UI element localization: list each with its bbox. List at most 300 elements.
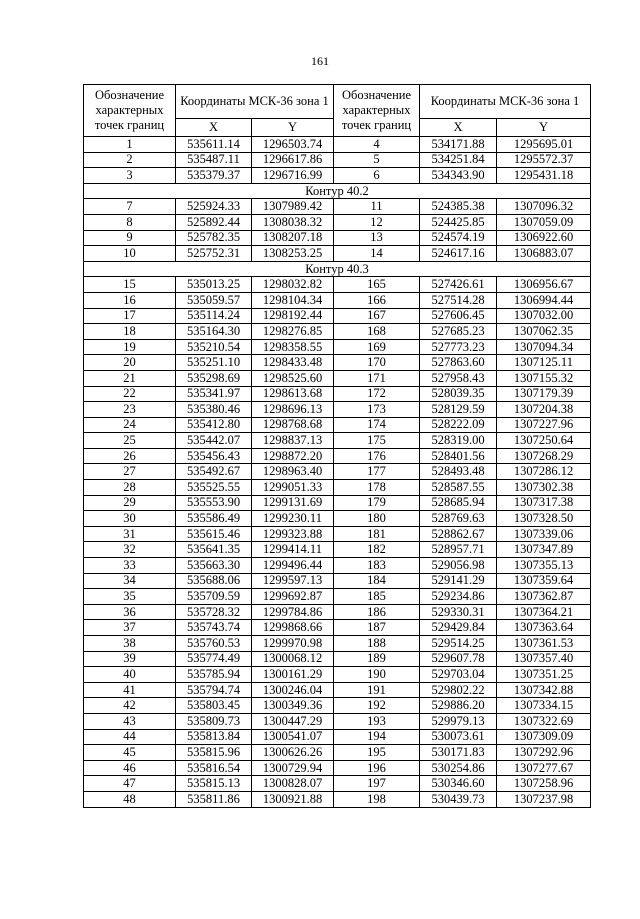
- cell-point-left: 28: [84, 480, 176, 496]
- cell-y-left: 1299414.11: [252, 542, 334, 558]
- cell-x-left: 535663.30: [176, 558, 252, 574]
- cell-y-right: 1307179.39: [497, 386, 591, 402]
- cell-x-left: 535059.57: [176, 292, 252, 308]
- cell-point-right: 191: [334, 682, 420, 698]
- table-row: [84, 791, 591, 807]
- cell-x-right: 529429.84: [420, 620, 497, 636]
- cell-y-left: 1298525.60: [252, 370, 334, 386]
- cell-x-left: 535114.24: [176, 308, 252, 324]
- table-row: [84, 745, 591, 761]
- cell-y-right: 1295431.18: [497, 168, 591, 184]
- cell-x-right: 530073.61: [420, 729, 497, 745]
- cell-point-right: 194: [334, 729, 420, 745]
- cell-point-left: 42: [84, 698, 176, 714]
- cell-y-left: 1296716.99: [252, 168, 334, 184]
- cell-point-left: 37: [84, 620, 176, 636]
- cell-y-right: 1307362.87: [497, 589, 591, 605]
- cell-y-left: 1298192.44: [252, 308, 334, 324]
- section-title: Контур 40.2: [84, 183, 591, 199]
- cell-x-left: 535013.25: [176, 277, 252, 293]
- cell-y-left: 1298358.55: [252, 339, 334, 355]
- cell-point-left: 27: [84, 464, 176, 480]
- cell-y-right: 1307094.34: [497, 339, 591, 355]
- cell-point-left: 35: [84, 589, 176, 605]
- table-row: [84, 370, 591, 386]
- cell-point-right: 167: [334, 308, 420, 324]
- cell-point-right: 176: [334, 448, 420, 464]
- table-body: [84, 137, 591, 808]
- cell-y-left: 1299868.66: [252, 620, 334, 636]
- table-row: [84, 558, 591, 574]
- cell-x-left: 535553.90: [176, 495, 252, 511]
- cell-x-right: 528039.35: [420, 386, 497, 402]
- cell-y-left: 1298696.13: [252, 402, 334, 418]
- cell-y-right: 1307357.40: [497, 651, 591, 667]
- cell-point-left: 18: [84, 324, 176, 340]
- cell-y-right: 1307062.35: [497, 324, 591, 340]
- cell-y-left: 1308038.32: [252, 214, 334, 230]
- cell-point-right: 187: [334, 620, 420, 636]
- cell-y-left: 1299692.87: [252, 589, 334, 605]
- cell-point-left: 34: [84, 573, 176, 589]
- cell-x-right: 524617.16: [420, 246, 497, 262]
- cell-x-left: 535728.32: [176, 604, 252, 620]
- header-designation-left: Обозначение характерных точек границ: [84, 85, 176, 137]
- cell-x-right: 530171.83: [420, 745, 497, 761]
- cell-x-right: 528222.09: [420, 417, 497, 433]
- cell-y-left: 1299496.44: [252, 558, 334, 574]
- table-row: [84, 511, 591, 527]
- cell-y-right: 1307237.98: [497, 791, 591, 807]
- cell-point-left: 40: [84, 667, 176, 683]
- cell-x-left: 535615.46: [176, 526, 252, 542]
- cell-point-left: 45: [84, 745, 176, 761]
- cell-point-left: 3: [84, 168, 176, 184]
- table-row: [84, 682, 591, 698]
- section-title-row: [84, 183, 591, 199]
- cell-y-right: 1307359.64: [497, 573, 591, 589]
- cell-x-right: 534343.90: [420, 168, 497, 184]
- table-row: [84, 604, 591, 620]
- table-row: [84, 292, 591, 308]
- cell-y-right: 1307347.89: [497, 542, 591, 558]
- cell-point-left: 22: [84, 386, 176, 402]
- cell-y-right: 1307277.67: [497, 760, 591, 776]
- header-y-left: Y: [252, 119, 334, 137]
- table-row: [84, 355, 591, 371]
- cell-point-left: 9: [84, 230, 176, 246]
- cell-x-left: 535492.67: [176, 464, 252, 480]
- cell-point-left: 20: [84, 355, 176, 371]
- cell-y-right: 1307351.25: [497, 667, 591, 683]
- cell-point-right: 182: [334, 542, 420, 558]
- cell-y-right: 1307342.88: [497, 682, 591, 698]
- cell-y-right: 1295695.01: [497, 137, 591, 153]
- cell-y-right: 1307032.00: [497, 308, 591, 324]
- cell-x-left: 535641.35: [176, 542, 252, 558]
- cell-y-left: 1300921.88: [252, 791, 334, 807]
- table-row: [84, 526, 591, 542]
- cell-y-left: 1298837.13: [252, 433, 334, 449]
- cell-point-left: 32: [84, 542, 176, 558]
- header-coords-left: Координаты МСК-36 зона 1: [176, 85, 334, 119]
- cell-y-right: 1307286.12: [497, 464, 591, 480]
- cell-y-left: 1298104.34: [252, 292, 334, 308]
- cell-point-right: 189: [334, 651, 420, 667]
- cell-y-right: 1307204.38: [497, 402, 591, 418]
- cell-x-left: 525892.44: [176, 214, 252, 230]
- cell-point-right: 183: [334, 558, 420, 574]
- cell-y-left: 1308253.25: [252, 246, 334, 262]
- cell-y-left: 1300626.26: [252, 745, 334, 761]
- cell-point-right: 195: [334, 745, 420, 761]
- cell-x-left: 535164.30: [176, 324, 252, 340]
- cell-y-right: 1307302.38: [497, 480, 591, 496]
- table-row: [84, 760, 591, 776]
- cell-point-left: 47: [84, 776, 176, 792]
- cell-point-left: 15: [84, 277, 176, 293]
- cell-y-right: 1307317.38: [497, 495, 591, 511]
- cell-y-left: 1307989.42: [252, 199, 334, 215]
- cell-x-left: 535379.37: [176, 168, 252, 184]
- cell-y-right: 1307227.96: [497, 417, 591, 433]
- cell-point-right: 197: [334, 776, 420, 792]
- cell-point-left: 38: [84, 636, 176, 652]
- cell-x-left: 535412.80: [176, 417, 252, 433]
- cell-y-right: 1307355.13: [497, 558, 591, 574]
- cell-x-right: 528401.56: [420, 448, 497, 464]
- cell-y-right: 1306994.44: [497, 292, 591, 308]
- table-row: [84, 152, 591, 168]
- cell-point-left: 21: [84, 370, 176, 386]
- table-row: [84, 542, 591, 558]
- cell-y-left: 1299323.88: [252, 526, 334, 542]
- cell-point-right: 174: [334, 417, 420, 433]
- cell-x-right: 528862.67: [420, 526, 497, 542]
- coordinates-table: [83, 84, 591, 808]
- cell-x-left: 535341.97: [176, 386, 252, 402]
- cell-point-left: 29: [84, 495, 176, 511]
- cell-point-left: 48: [84, 791, 176, 807]
- cell-point-left: 46: [84, 760, 176, 776]
- cell-point-right: 179: [334, 495, 420, 511]
- cell-point-left: 24: [84, 417, 176, 433]
- cell-point-right: 12: [334, 214, 420, 230]
- cell-y-right: 1307363.64: [497, 620, 591, 636]
- table-row: [84, 339, 591, 355]
- table-row: [84, 573, 591, 589]
- header-x-right: X: [420, 119, 497, 137]
- cell-y-left: 1298613.68: [252, 386, 334, 402]
- cell-point-right: 169: [334, 339, 420, 355]
- cell-y-left: 1300246.04: [252, 682, 334, 698]
- cell-x-left: 535785.94: [176, 667, 252, 683]
- cell-y-right: 1306883.07: [497, 246, 591, 262]
- cell-x-right: 528129.59: [420, 402, 497, 418]
- cell-x-left: 535774.49: [176, 651, 252, 667]
- cell-x-left: 535815.13: [176, 776, 252, 792]
- cell-point-left: 33: [84, 558, 176, 574]
- cell-y-right: 1306922.60: [497, 230, 591, 246]
- cell-y-left: 1299597.13: [252, 573, 334, 589]
- cell-y-left: 1300447.29: [252, 713, 334, 729]
- cell-x-right: 527773.23: [420, 339, 497, 355]
- cell-point-right: 190: [334, 667, 420, 683]
- cell-y-right: 1307125.11: [497, 355, 591, 371]
- cell-y-right: 1307322.69: [497, 713, 591, 729]
- cell-point-right: 196: [334, 760, 420, 776]
- cell-x-left: 535442.07: [176, 433, 252, 449]
- cell-x-right: 527426.61: [420, 277, 497, 293]
- cell-point-right: 165: [334, 277, 420, 293]
- cell-y-left: 1299131.69: [252, 495, 334, 511]
- cell-point-left: 44: [84, 729, 176, 745]
- cell-y-right: 1307328.50: [497, 511, 591, 527]
- table-row: [84, 713, 591, 729]
- cell-point-right: 180: [334, 511, 420, 527]
- table-row: [84, 324, 591, 340]
- table-row: [84, 214, 591, 230]
- cell-point-left: 39: [84, 651, 176, 667]
- cell-x-right: 528587.55: [420, 480, 497, 496]
- cell-point-left: 17: [84, 308, 176, 324]
- table-row: [84, 417, 591, 433]
- header-x-left: X: [176, 119, 252, 137]
- page-number: 161: [311, 54, 329, 68]
- cell-y-left: 1298276.85: [252, 324, 334, 340]
- cell-x-left: 535298.69: [176, 370, 252, 386]
- cell-x-right: 524385.38: [420, 199, 497, 215]
- cell-x-right: 527863.60: [420, 355, 497, 371]
- table-row: [84, 402, 591, 418]
- cell-point-left: 10: [84, 246, 176, 262]
- cell-y-left: 1299230.11: [252, 511, 334, 527]
- cell-point-left: 7: [84, 199, 176, 215]
- cell-x-left: 535813.84: [176, 729, 252, 745]
- cell-x-right: 528957.71: [420, 542, 497, 558]
- cell-point-right: 168: [334, 324, 420, 340]
- cell-y-left: 1298433.48: [252, 355, 334, 371]
- cell-point-right: 5: [334, 152, 420, 168]
- cell-point-left: 30: [84, 511, 176, 527]
- cell-x-left: 535709.59: [176, 589, 252, 605]
- cell-point-right: 175: [334, 433, 420, 449]
- table-row: [84, 464, 591, 480]
- cell-y-right: 1307155.32: [497, 370, 591, 386]
- cell-y-right: 1307250.64: [497, 433, 591, 449]
- cell-x-right: 524574.19: [420, 230, 497, 246]
- cell-point-right: 171: [334, 370, 420, 386]
- cell-x-left: 525752.31: [176, 246, 252, 262]
- table-row: [84, 651, 591, 667]
- cell-point-right: 6: [334, 168, 420, 184]
- header-designation-right: Обозначение характерных точек границ: [334, 85, 420, 137]
- cell-point-left: 36: [84, 604, 176, 620]
- cell-y-right: 1307268.29: [497, 448, 591, 464]
- cell-x-left: 535525.55: [176, 480, 252, 496]
- cell-point-right: 198: [334, 791, 420, 807]
- cell-x-right: 527685.23: [420, 324, 497, 340]
- table-row: [84, 776, 591, 792]
- cell-point-left: 19: [84, 339, 176, 355]
- cell-point-right: 188: [334, 636, 420, 652]
- cell-point-right: 4: [334, 137, 420, 153]
- cell-point-right: 178: [334, 480, 420, 496]
- cell-point-left: 31: [84, 526, 176, 542]
- cell-x-right: 528685.94: [420, 495, 497, 511]
- cell-x-left: 535760.53: [176, 636, 252, 652]
- table-row: [84, 308, 591, 324]
- cell-y-right: 1295572.37: [497, 152, 591, 168]
- table-row: [84, 480, 591, 496]
- cell-x-left: 535803.45: [176, 698, 252, 714]
- cell-y-right: 1307339.06: [497, 526, 591, 542]
- section-title-row: [84, 261, 591, 277]
- cell-point-left: 41: [84, 682, 176, 698]
- cell-y-right: 1307258.96: [497, 776, 591, 792]
- cell-x-left: 535794.74: [176, 682, 252, 698]
- cell-x-right: 529330.31: [420, 604, 497, 620]
- cell-x-left: 535611.14: [176, 137, 252, 153]
- cell-x-right: 529056.98: [420, 558, 497, 574]
- cell-point-right: 185: [334, 589, 420, 605]
- cell-y-left: 1298963.40: [252, 464, 334, 480]
- cell-y-left: 1296617.86: [252, 152, 334, 168]
- cell-point-right: 192: [334, 698, 420, 714]
- cell-y-left: 1299784.86: [252, 604, 334, 620]
- cell-x-right: 527958.43: [420, 370, 497, 386]
- table-row: [84, 230, 591, 246]
- cell-y-left: 1298872.20: [252, 448, 334, 464]
- table-row: [84, 620, 591, 636]
- cell-point-left: 8: [84, 214, 176, 230]
- cell-y-right: 1307096.32: [497, 199, 591, 215]
- cell-y-left: 1299051.33: [252, 480, 334, 496]
- cell-x-left: 525924.33: [176, 199, 252, 215]
- cell-x-left: 535380.46: [176, 402, 252, 418]
- cell-x-right: 529141.29: [420, 573, 497, 589]
- cell-point-left: 25: [84, 433, 176, 449]
- cell-x-left: 535210.54: [176, 339, 252, 355]
- cell-x-left: 535816.54: [176, 760, 252, 776]
- cell-x-right: 534251.84: [420, 152, 497, 168]
- cell-x-right: 530346.60: [420, 776, 497, 792]
- table-row: [84, 589, 591, 605]
- table-row: [84, 277, 591, 293]
- cell-x-right: 530439.73: [420, 791, 497, 807]
- cell-y-left: 1298032.82: [252, 277, 334, 293]
- cell-x-left: 535586.49: [176, 511, 252, 527]
- cell-point-right: 181: [334, 526, 420, 542]
- header-y-right: Y: [497, 119, 591, 137]
- cell-y-right: 1307364.21: [497, 604, 591, 620]
- cell-x-right: 529703.04: [420, 667, 497, 683]
- table-row: [84, 495, 591, 511]
- cell-x-right: 527514.28: [420, 292, 497, 308]
- cell-y-left: 1300729.94: [252, 760, 334, 776]
- cell-y-left: 1300828.07: [252, 776, 334, 792]
- cell-x-right: 528493.48: [420, 464, 497, 480]
- cell-x-right: 528319.00: [420, 433, 497, 449]
- table-row: [84, 386, 591, 402]
- table-row: [84, 199, 591, 215]
- cell-x-left: 535456.43: [176, 448, 252, 464]
- table-row: [84, 636, 591, 652]
- cell-point-left: 43: [84, 713, 176, 729]
- cell-point-right: 172: [334, 386, 420, 402]
- cell-y-right: 1307334.15: [497, 698, 591, 714]
- table-row: [84, 698, 591, 714]
- cell-y-left: 1300349.36: [252, 698, 334, 714]
- table-row: [84, 448, 591, 464]
- cell-x-left: 535743.74: [176, 620, 252, 636]
- cell-x-left: 535487.11: [176, 152, 252, 168]
- cell-x-left: 525782.35: [176, 230, 252, 246]
- cell-x-right: 530254.86: [420, 760, 497, 776]
- cell-point-right: 173: [334, 402, 420, 418]
- cell-y-left: 1296503.74: [252, 137, 334, 153]
- cell-y-right: 1307059.09: [497, 214, 591, 230]
- cell-point-left: 23: [84, 402, 176, 418]
- cell-point-left: 16: [84, 292, 176, 308]
- cell-point-left: 1: [84, 137, 176, 153]
- cell-y-left: 1299970.98: [252, 636, 334, 652]
- cell-point-right: 177: [334, 464, 420, 480]
- section-title: Контур 40.3: [84, 261, 591, 277]
- cell-x-right: 528769.63: [420, 511, 497, 527]
- cell-point-right: 186: [334, 604, 420, 620]
- table-row: [84, 667, 591, 683]
- cell-y-left: 1300161.29: [252, 667, 334, 683]
- cell-x-right: 534171.88: [420, 137, 497, 153]
- cell-y-left: 1300541.07: [252, 729, 334, 745]
- cell-point-right: 11: [334, 199, 420, 215]
- cell-y-left: 1308207.18: [252, 230, 334, 246]
- cell-x-right: 529979.13: [420, 713, 497, 729]
- cell-y-right: 1307361.53: [497, 636, 591, 652]
- cell-point-right: 193: [334, 713, 420, 729]
- cell-x-left: 535811.86: [176, 791, 252, 807]
- table-row: [84, 729, 591, 745]
- cell-x-left: 535809.73: [176, 713, 252, 729]
- header-coords-right: Координаты МСК-36 зона 1: [420, 85, 591, 119]
- table-row: [84, 433, 591, 449]
- table-row: [84, 246, 591, 262]
- cell-x-right: 529802.22: [420, 682, 497, 698]
- cell-y-left: 1298768.68: [252, 417, 334, 433]
- cell-y-left: 1300068.12: [252, 651, 334, 667]
- cell-x-right: 529514.25: [420, 636, 497, 652]
- cell-x-right: 529886.20: [420, 698, 497, 714]
- cell-x-left: 535251.10: [176, 355, 252, 371]
- cell-point-right: 184: [334, 573, 420, 589]
- cell-x-right: 529607.78: [420, 651, 497, 667]
- cell-x-right: 524425.85: [420, 214, 497, 230]
- cell-x-right: 529234.86: [420, 589, 497, 605]
- table-row: [84, 168, 591, 184]
- cell-y-right: 1307292.96: [497, 745, 591, 761]
- cell-point-right: 166: [334, 292, 420, 308]
- cell-point-left: 2: [84, 152, 176, 168]
- cell-x-right: 527606.45: [420, 308, 497, 324]
- cell-point-right: 14: [334, 246, 420, 262]
- cell-x-left: 535688.06: [176, 573, 252, 589]
- cell-point-right: 170: [334, 355, 420, 371]
- cell-point-right: 13: [334, 230, 420, 246]
- table-row: [84, 137, 591, 153]
- cell-x-left: 535815.96: [176, 745, 252, 761]
- cell-y-right: 1307309.09: [497, 729, 591, 745]
